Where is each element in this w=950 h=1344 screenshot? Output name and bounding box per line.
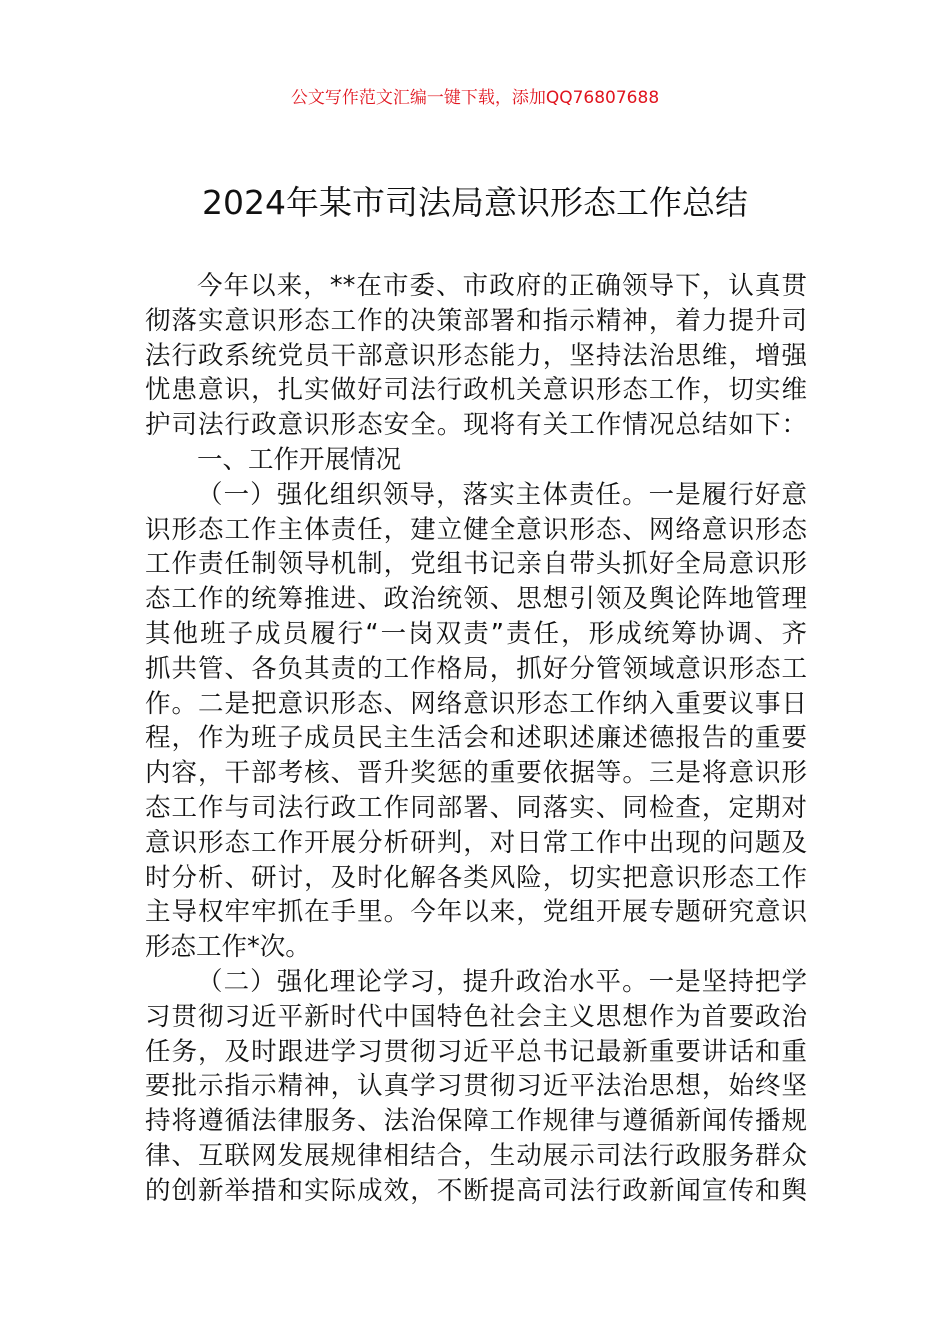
subsection-1-line-12: 时分析、研讨，及时化解各类风险，切实把意识形态工作 bbox=[145, 862, 807, 893]
subsection-1-line-2: 识形态工作主体责任，建立健全意识形态、网络意识形态 bbox=[145, 514, 807, 545]
subsection-1-line-6: 抓共管、各负其责的工作格局，抓好分管领域意识形态工 bbox=[145, 653, 807, 684]
paragraph-intro-line-2: 彻落实意识形态工作的决策部署和指示精神，着力提升司 bbox=[145, 305, 807, 336]
paragraph-intro-line-5: 护司法行政意识形态安全。现将有关工作情况总结如下： bbox=[145, 410, 807, 441]
paragraph-intro-line-1: 今年以来，**在市委、市政府的正确领导下，认真贯 bbox=[197, 271, 807, 301]
subsection-1-line-8: 程，作为班子成员民主生活会和述职述廉述德报告的重要 bbox=[145, 723, 807, 754]
subsection-1-line-10: 态工作与司法行政工作同部署、同落实、同检查，定期对 bbox=[145, 792, 807, 823]
subsection-2-line-5: 持将遵循法律服务、法治保障工作规律与遵循新闻传播规 bbox=[145, 1106, 807, 1137]
subsection-1-line-7: 作。二是把意识形态、网络意识形态工作纳入重要议事日 bbox=[145, 688, 807, 719]
document-title: 2024年某市司法局意识形态工作总结 bbox=[202, 183, 748, 222]
subsection-2-line-6: 律、互联网发展规律相结合，生动展示司法行政服务群众 bbox=[145, 1140, 807, 1171]
download-promo-banner: 公文写作范文汇编一键下载，添加QQ76807688 bbox=[290, 88, 660, 108]
section-heading-1: 一、工作开展情况 bbox=[197, 444, 402, 475]
subsection-1-line-13: 主导权牢牢抓在手里。今年以来，党组开展专题研究意识 bbox=[145, 897, 807, 928]
subsection-1-line-14: 形态工作*次。 bbox=[145, 932, 311, 963]
paragraph-intro-line-3: 法行政系统党员干部意识形态能力，坚持法治思维，增强 bbox=[145, 340, 807, 371]
subsection-2-line-4: 要批示指示精神，认真学习贯彻习近平法治思想，始终坚 bbox=[145, 1071, 807, 1102]
paragraph-intro-line-4: 忧患意识，扎实做好司法行政机关意识形态工作，切实维 bbox=[145, 375, 807, 406]
subsection-1-line-1: （一）强化组织领导，落实主体责任。一是履行好意 bbox=[197, 479, 807, 510]
subsection-1-line-9: 内容，干部考核、晋升奖惩的重要依据等。三是将意识形 bbox=[145, 758, 807, 789]
document-body bbox=[145, 269, 807, 1209]
subsection-2-line-2: 习贯彻习近平新时代中国特色社会主义思想作为首要政治 bbox=[145, 1001, 807, 1032]
subsection-2-line-7: 的创新举措和实际成效，不断提高司法行政新闻宣传和舆 bbox=[145, 1175, 807, 1206]
subsection-1-line-3: 工作责任制领导机制，党组书记亲自带头抓好全局意识形 bbox=[145, 549, 807, 580]
subsection-1-line-11: 意识形态工作开展分析研判，对日常工作中出现的问题及 bbox=[145, 827, 807, 858]
subsection-1-line-5: 其他班子成员履行“一岗双责”责任，形成统筹协调、齐 bbox=[145, 618, 807, 649]
subsection-2-line-1: （二）强化理论学习，提升政治水平。一是坚持把学 bbox=[197, 966, 807, 997]
subsection-1-line-4: 态工作的统筹推进、政治统领、思想引领及舆论阵地管理 bbox=[145, 584, 807, 615]
subsection-2-line-3: 任务，及时跟进学习贯彻习近平总书记最新重要讲话和重 bbox=[145, 1036, 807, 1067]
